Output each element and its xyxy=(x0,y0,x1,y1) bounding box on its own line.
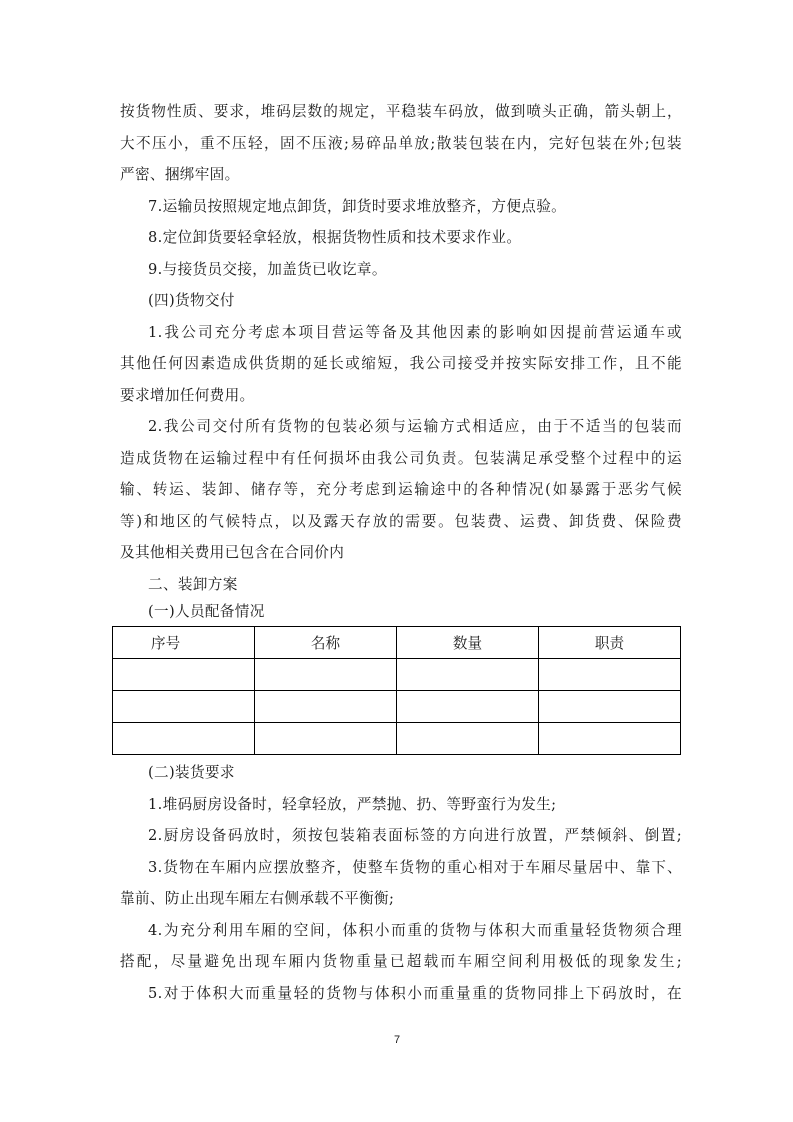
table-cell xyxy=(113,691,255,723)
table-cell xyxy=(113,723,255,755)
text-line: 2.我公司交付所有货物的包装必须与运输方式相适应，由于不适当的包装而 xyxy=(148,418,682,435)
text-line: 输、转运、装卸、储存等，充分考虑到运输途中的各种情况(如暴露于恶劣气候 xyxy=(120,481,682,498)
text-line: 9.与接货员交接，加盖货已收讫章。 xyxy=(148,261,387,278)
text-line: (二)装货要求 xyxy=(148,764,235,781)
text-line: 1.堆码厨房设备时，轻拿轻放，严禁抛、扔、等野蛮行为发生; xyxy=(148,796,557,813)
text-line: 严密、捆绑牢固。 xyxy=(120,166,240,183)
text-line: 8.定位卸货要轻拿轻放，根据货物性质和技术要求作业。 xyxy=(148,229,522,246)
text-line: 2.厨房设备码放时，须按包装箱表面标签的方向进行放置，严禁倾斜、倒置; xyxy=(148,827,682,844)
text-line: 要求增加任何费用。 xyxy=(120,387,255,404)
header-name: 名称 xyxy=(255,627,397,659)
table-cell xyxy=(397,691,539,723)
text-line: 靠前、防止出现车厢左右侧承载不平衡衡; xyxy=(120,890,395,907)
text-line: (一)人员配备情况 xyxy=(148,603,265,620)
text-line: 3.货物在车厢内应摆放整齐，使整车货物的重心相对于车厢尽量居中、靠下、 xyxy=(148,859,682,876)
text-line: 5.对于体积大而重量轻的货物与体积小而重量重的货物同排上下码放时，在 xyxy=(148,985,682,1002)
staff-allocation-table xyxy=(112,626,681,755)
table-cell xyxy=(397,659,539,691)
text-line: 4.为充分利用车厢的空间，体积小而重的货物与体积大而重量轻货物须合理 xyxy=(148,922,682,939)
table-row xyxy=(113,691,681,723)
table-cell xyxy=(255,723,397,755)
header-quantity: 数量 xyxy=(397,627,539,659)
table-cell xyxy=(397,723,539,755)
text-line: 搭配，尽量避免出现车厢内货物重量已超载而车厢空间利用极低的现象发生; xyxy=(120,953,682,970)
text-line: 大不压小，重不压轻，固不压液;易碎品单放;散装包装在内，完好包装在外;包装 xyxy=(120,135,682,152)
table-row xyxy=(113,723,681,755)
text-line: 二、装卸方案 xyxy=(148,576,238,593)
text-line: 7.运输员按照规定地点卸货，卸货时要求堆放整齐，方便点验。 xyxy=(148,198,567,215)
table-cell xyxy=(255,691,397,723)
table-cell xyxy=(539,659,681,691)
text-line: 1.我公司充分考虑本项目营运等备及其他因素的影响如因提前营运通车或 xyxy=(148,324,682,341)
table-header-row xyxy=(113,627,681,659)
text-line: 及其他相关费用已包含在合同价内 xyxy=(120,544,345,561)
table-row xyxy=(113,659,681,691)
page-number: 7 xyxy=(393,1034,401,1046)
text-line: 造成货物在运输过程中有任何损坏由我公司负责。包装满足承受整个过程中的运 xyxy=(120,450,682,467)
table-cell xyxy=(113,659,255,691)
text-line: (四)货物交付 xyxy=(148,292,235,309)
table-cell xyxy=(539,723,681,755)
table-cell xyxy=(539,691,681,723)
header-responsibility: 职责 xyxy=(539,627,681,659)
text-line: 其他任何因素造成供货期的延长或缩短，我公司接受并按实际安排工作，且不能 xyxy=(120,355,682,372)
header-serial-number: 序号 xyxy=(113,627,255,659)
text-line: 按货物性质、要求，堆码层数的规定，平稳装车码放，做到喷头正确，箭头朝上， xyxy=(120,103,682,120)
text-line: 等)和地区的气候特点，以及露天存放的需要。包装费、运费、卸货费、保险费 xyxy=(120,513,682,530)
table-cell xyxy=(255,659,397,691)
